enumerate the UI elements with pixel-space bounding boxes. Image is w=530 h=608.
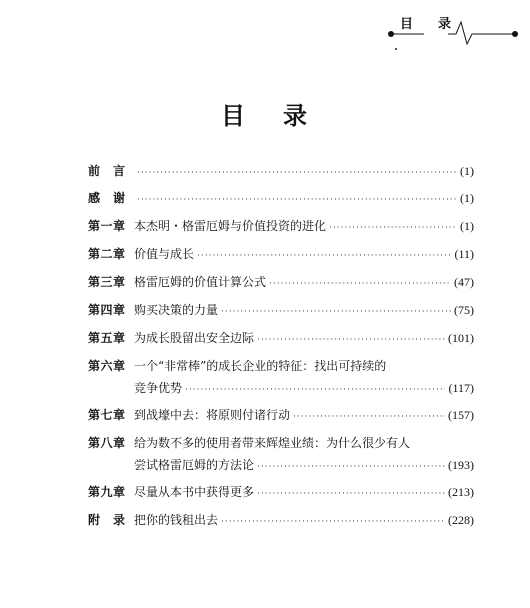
toc-line — [134, 274, 474, 292]
running-header — [388, 12, 518, 46]
toc-page-number: (11) — [454, 247, 474, 261]
toc-entry[interactable] — [88, 274, 474, 292]
toc-entry[interactable] — [88, 358, 474, 398]
dot-leader — [185, 382, 445, 398]
header-dot-right — [512, 31, 518, 37]
toc-entry-title: 购买决策的力量 — [134, 303, 219, 317]
toc-entry-body — [134, 246, 474, 264]
toc-line — [134, 358, 474, 374]
dot-leader — [257, 332, 445, 348]
toc-page-number: (117) — [448, 381, 474, 395]
toc-entry-title: 为成长股留出安全边际 — [134, 331, 255, 345]
dot-leader — [197, 248, 451, 264]
toc-page-number: (157) — [448, 408, 474, 422]
toc-line — [134, 435, 474, 451]
toc-entry-body — [134, 435, 474, 475]
toc-line — [134, 190, 474, 208]
toc-chapter-label: 第一章 — [88, 219, 126, 233]
dot-leader — [269, 276, 451, 292]
toc-entry[interactable] — [88, 163, 474, 181]
toc-page-number: (193) — [448, 458, 474, 472]
toc-chapter-label: 前 言 — [88, 164, 126, 178]
toc-page-number: (47) — [454, 275, 474, 289]
toc-page-number: (101) — [448, 331, 474, 345]
toc-line — [134, 512, 474, 530]
toc-page-number: (228) — [448, 513, 474, 527]
toc-entry[interactable] — [88, 246, 474, 264]
toc-page-number: (1) — [460, 191, 474, 205]
toc-line — [134, 330, 474, 348]
toc-entry[interactable] — [88, 484, 474, 502]
toc-entry-body — [134, 484, 474, 502]
dot-leader — [257, 486, 445, 502]
dot-leader — [137, 165, 457, 181]
table-of-contents — [88, 163, 474, 540]
toc-chapter-label: 感 谢 — [88, 191, 126, 205]
toc-entry-body — [134, 218, 474, 236]
toc-line — [134, 407, 474, 425]
toc-entry-body — [134, 358, 474, 398]
dot-leader — [257, 459, 445, 475]
toc-entry-title: 本杰明・格雷厄姆与价值投资的进化 — [134, 219, 327, 233]
toc-chapter-label: 第九章 — [88, 485, 126, 499]
toc-entry-title: 价值与成长 — [134, 247, 195, 261]
dot-leader — [293, 409, 445, 425]
toc-entry-title: 竞争优势 — [134, 381, 183, 395]
toc-page-number: (1) — [460, 219, 474, 233]
toc-entry[interactable] — [88, 407, 474, 425]
toc-entry[interactable] — [88, 190, 474, 208]
toc-entry-body — [134, 302, 474, 320]
toc-entry-body — [134, 407, 474, 425]
toc-chapter-label: 第二章 — [88, 247, 126, 261]
toc-line — [134, 218, 474, 236]
toc-entry-body — [134, 163, 474, 181]
toc-entry[interactable] — [88, 218, 474, 236]
toc-entry-body — [134, 512, 474, 530]
toc-line — [134, 380, 474, 398]
toc-line — [134, 484, 474, 502]
toc-chapter-label: 第六章 — [88, 359, 126, 373]
toc-entry-title: 一个“非常棒”的成长企业的特征：找出可持续的 — [134, 359, 387, 373]
toc-entry-title: 尽量从本书中获得更多 — [134, 485, 255, 499]
toc-page-number: (213) — [448, 485, 474, 499]
dot-leader — [221, 304, 451, 320]
toc-entry-title: 格雷厄姆的价值计算公式 — [134, 275, 267, 289]
toc-entry-body — [134, 330, 474, 348]
dot-leader — [221, 514, 445, 530]
toc-chapter-label: 第八章 — [88, 436, 126, 450]
toc-entry[interactable] — [88, 302, 474, 320]
print-speck — [395, 48, 397, 50]
toc-line — [134, 163, 474, 181]
toc-chapter-label: 第四章 — [88, 303, 126, 317]
page-title: 目录 — [221, 101, 345, 130]
toc-chapter-label: 第七章 — [88, 408, 126, 422]
toc-chapter-label: 附 录 — [88, 513, 126, 527]
toc-entry[interactable] — [88, 435, 474, 475]
dot-leader — [329, 220, 457, 236]
toc-page-number: (75) — [454, 303, 474, 317]
toc-chapter-label: 第三章 — [88, 275, 126, 289]
header-dot-left — [388, 31, 394, 37]
toc-entry-body — [134, 274, 474, 292]
toc-entry-title: 到战壕中去：将原则付诸行动 — [134, 408, 291, 422]
toc-line — [134, 302, 474, 320]
toc-chapter-label: 第五章 — [88, 331, 126, 345]
toc-entry[interactable] — [88, 330, 474, 348]
toc-entry-title: 给为数不多的使用者带来辉煌业绩：为什么很少有人 — [134, 436, 411, 450]
toc-entry-title: 尝试格雷厄姆的方法论 — [134, 458, 255, 472]
toc-entry[interactable] — [88, 512, 474, 530]
header-title: 目 录 — [400, 17, 458, 32]
toc-line — [134, 457, 474, 475]
toc-page-number: (1) — [460, 164, 474, 178]
toc-entry-title: 把你的钱租出去 — [134, 513, 219, 527]
dot-leader — [137, 192, 457, 208]
toc-line — [134, 246, 474, 264]
toc-entry-body — [134, 190, 474, 208]
